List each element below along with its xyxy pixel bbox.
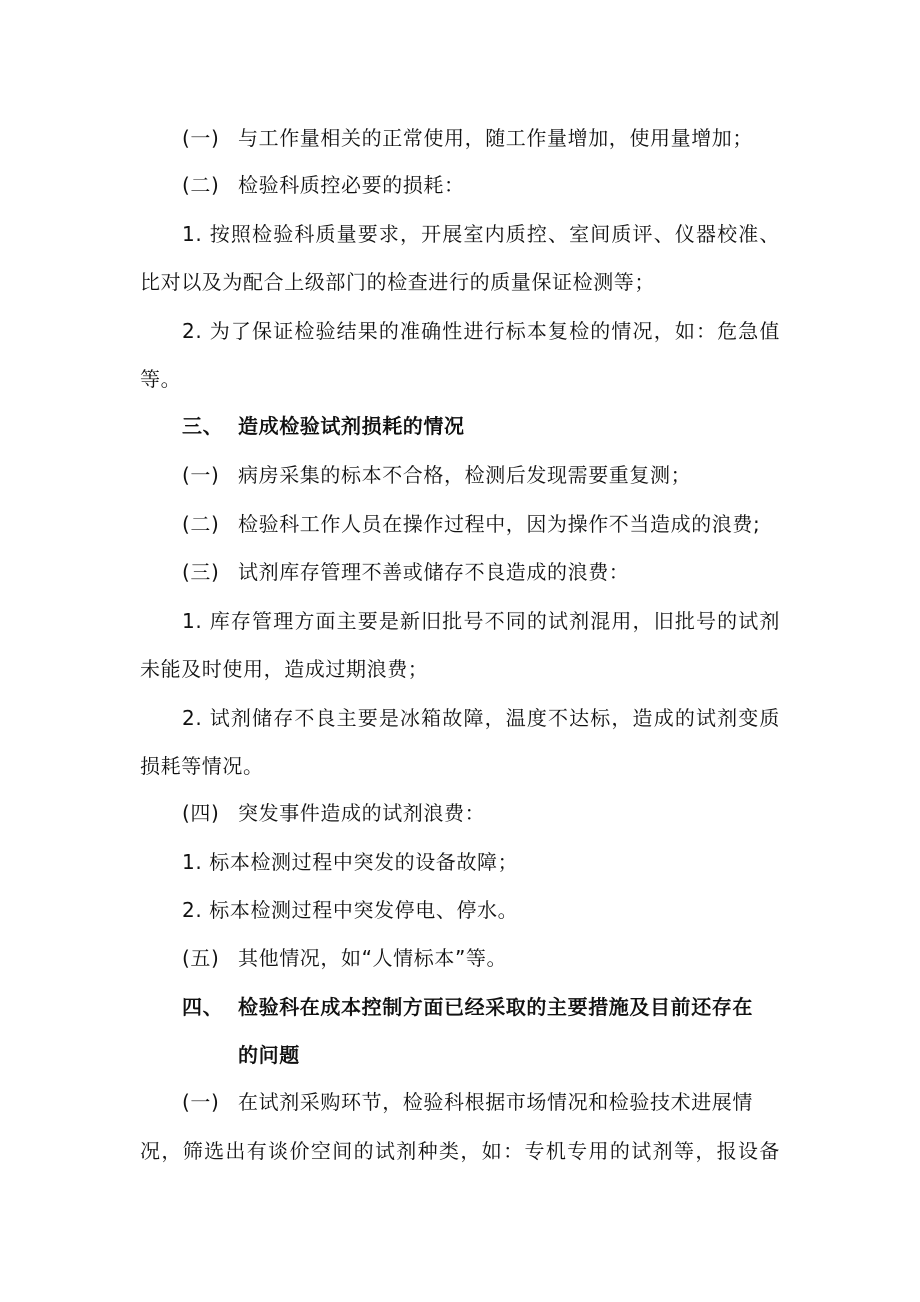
- paragraph-line: 比对以及为配合上级部门的检查进行的质量保证检测等；: [140, 270, 655, 294]
- paragraph-line: 2. 为了保证检验结果的准确性进行标本复检的情况，如：危急值: [182, 319, 780, 343]
- paragraph-line: 未能及时使用，造成过期浪费；: [140, 657, 429, 681]
- paragraph-line: 等。: [140, 367, 182, 391]
- section-heading: [182, 411, 465, 441]
- list-item: [182, 460, 691, 490]
- paragraph-line: 2. 试剂储存不良主要是冰箱故障，温度不达标，造成的试剂变质: [182, 706, 780, 730]
- item-number: (一): [182, 126, 220, 150]
- paragraph-line: 1. 按照检验科质量要求，开展室内质控、室间质评、仪器校准、: [182, 222, 780, 246]
- heading-number: 三、: [182, 414, 224, 438]
- item-text: 检验科工作人员在操作过程中，因为操作不当造成的浪费;: [238, 512, 761, 536]
- heading-number: 四、: [182, 995, 224, 1019]
- item-number: (一): [182, 463, 220, 487]
- item-text: 与工作量相关的正常使用，随工作量增加，使用量增加；: [238, 126, 753, 150]
- item-text: 试剂库存管理不善或储存不良造成的浪费：: [238, 560, 630, 584]
- paragraph-line: 况，筛选出有谈价空间的试剂种类，如：专机专用的试剂等，报设备: [140, 1139, 780, 1163]
- item-number: (一): [182, 1090, 220, 1114]
- item-number: (三): [182, 560, 220, 584]
- list-item: [182, 943, 507, 973]
- heading-text: 造成检验试剂损耗的情况: [238, 414, 465, 438]
- list-item: [182, 557, 629, 587]
- item-text: 突发事件造成的试剂浪费：: [238, 801, 486, 825]
- list-item: [182, 1087, 753, 1117]
- paragraph-line: 1. 标本检测过程中突发的设备故障；: [182, 850, 519, 874]
- item-number: (五): [182, 946, 220, 970]
- section-heading: [182, 992, 753, 1022]
- item-number: (四): [182, 801, 220, 825]
- item-number: (二): [182, 512, 220, 536]
- item-text: 其他情况，如“人情标本”等。: [238, 946, 508, 970]
- paragraph-line: 2. 标本检测过程中突发停电、停水。: [182, 898, 519, 922]
- heading-text: 检验科在成本控制方面已经采取的主要措施及目前还存在: [238, 995, 753, 1019]
- item-number: (二): [182, 173, 220, 197]
- list-item: [182, 509, 760, 539]
- paragraph-line: 1. 库存管理方面主要是新旧批号不同的试剂混用，旧批号的试剂: [182, 609, 780, 633]
- list-item: [182, 123, 753, 153]
- item-text: 检验科质控必要的损耗：: [238, 173, 465, 197]
- paragraph-line: 损耗等情况。: [140, 754, 264, 778]
- section-heading-continued: 的问题: [238, 1043, 300, 1067]
- list-item: [182, 798, 485, 828]
- list-item: [182, 170, 465, 200]
- item-text: 病房采集的标本不合格，检测后发现需要重复测；: [238, 463, 692, 487]
- item-text: 在试剂采购环节，检验科根据市场情况和检验技术进展情: [238, 1090, 753, 1114]
